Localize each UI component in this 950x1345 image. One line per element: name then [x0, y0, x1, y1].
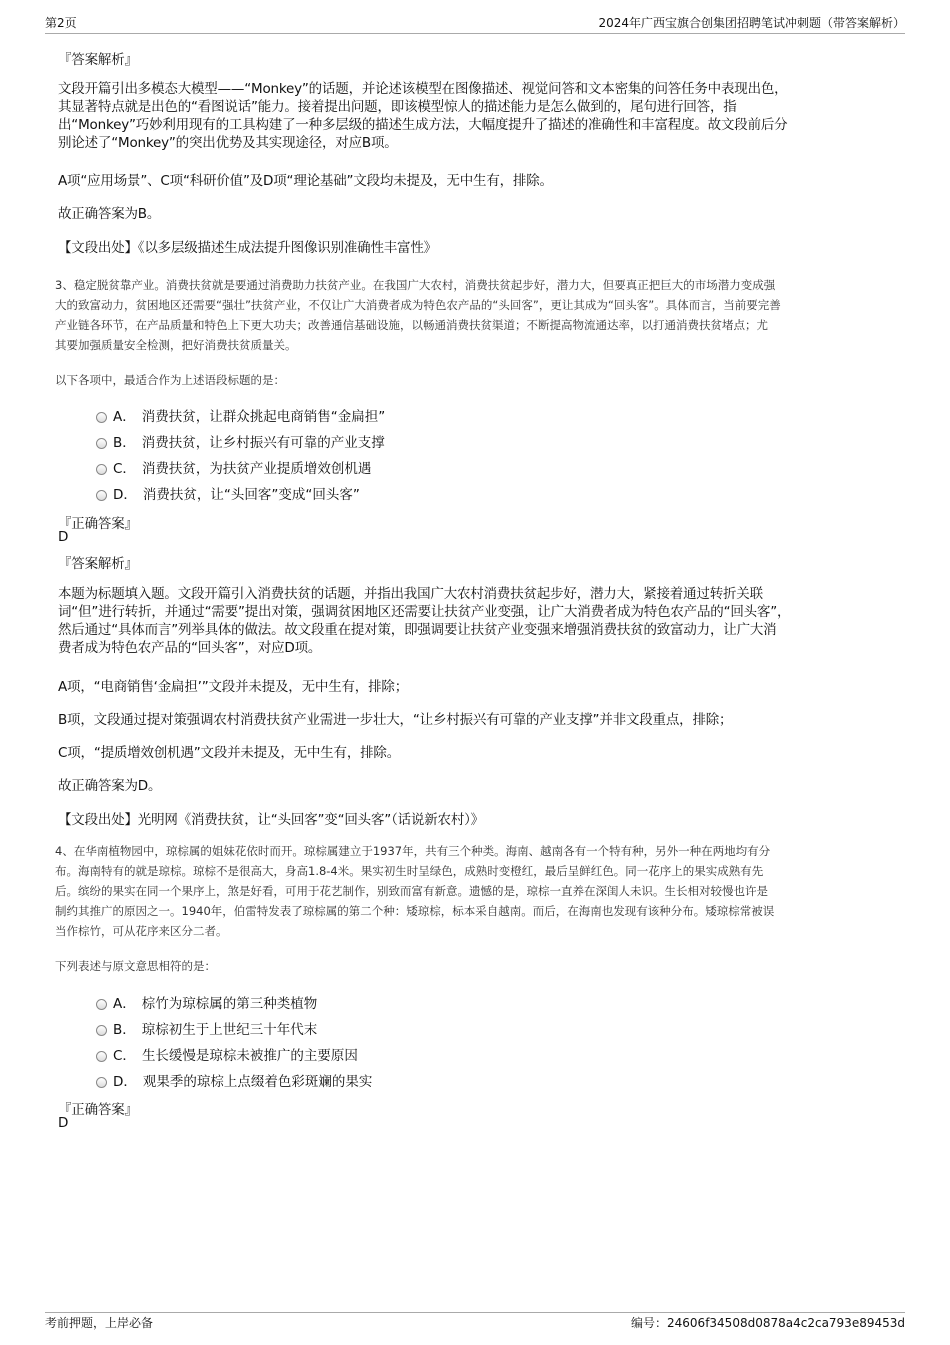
exclusion-c: C项，“提质增效创机遇”文段并未提及，无中生有，排除。: [58, 745, 401, 761]
text-line: 词“但”进行转折，并通过“需要”提出对策，强调贫困地区还需要让扶贫产业变强，让广大消费者成为特色农产品的“回头客”，: [58, 604, 791, 620]
option-letter: D．: [113, 1074, 137, 1090]
text-line: 别论述了“Monkey”的突出优势及其实现途径，对应B项。: [58, 135, 398, 151]
analysis-paragraph: [58, 585, 790, 657]
option-letter: A．: [113, 996, 136, 1012]
option-text: 消费扶贫，为扶贫产业提质增效创机遇: [141, 461, 372, 477]
option-text: 生长缓慢是琼棕未被推广的主要原因: [141, 1048, 358, 1064]
radio-icon[interactable]: [96, 490, 107, 501]
option-b[interactable]: [96, 431, 385, 451]
page-number: 第2页: [45, 16, 77, 30]
option-letter: C．: [113, 461, 136, 477]
text-line: 后。缤纷的果实在同一个果序上，煞是好看，可用于花艺制作，别致而富有新意。遗憾的是，琼棕一直养在深闺人未识。生长相对较慢也许是: [55, 884, 768, 898]
text-line: 出“Monkey”巧妙利用现有的工具构建了一种多层级的描述生成方法，大幅度提升了描述的准确性和丰富程度。故文段前后分: [58, 117, 788, 133]
option-text: 琼棕初生于上世纪三十年代末: [141, 1022, 318, 1038]
text-line: 大的致富动力，贫困地区还需要“强壮”扶贫产业，不仅让广大消费者成为特色农产品的“头回客”，更让其成为“回头客”。具体而言，当前要完善: [55, 298, 781, 312]
option-letter: A．: [113, 409, 136, 425]
conclusion-text: 故正确答案为D。: [58, 778, 162, 794]
footer-divider: [45, 1312, 905, 1313]
question-prompt: 下列表述与原文意思相符的是：: [55, 959, 216, 973]
option-a[interactable]: [96, 405, 385, 425]
text-line: 文段开篇引出多模态大模型——“Monkey”的话题，并论述该模型在图像描述、视觉问答和文本密集的问答任务中表现出色，: [58, 81, 788, 97]
exclusion-a: A项，“电商销售‘金扁担’”文段并未提及，无中生有，排除；: [58, 679, 409, 695]
radio-icon[interactable]: [96, 438, 107, 449]
radio-icon[interactable]: [96, 1051, 107, 1062]
text-line: 其要加强质量安全检测，把好消费扶贫质量关。: [55, 338, 297, 352]
footer-slogan: 考前押题，上岸必备: [45, 1316, 154, 1330]
exclusion-text: A项“应用场景”、C项“科研价值”及D项“理论基础”文段均未提及，无中生有，排除。: [58, 173, 553, 189]
answer-label: 『正确答案』: [58, 1102, 138, 1118]
radio-icon[interactable]: [96, 464, 107, 475]
option-text: 消费扶贫，让群众挑起电商销售“金扁担”: [141, 409, 386, 425]
text-line: 布。海南特有的就是琼棕。琼棕不是很高大，身高1.8-4米。果实初生时呈绿色，成熟时变橙红，最后呈鲜红色。同一花序上的果实成熟有先: [55, 864, 764, 878]
option-text: 消费扶贫，让“头回客”变成“回头客”: [142, 487, 360, 503]
text-line: 当作棕竹，可从花序来区分二者。: [55, 924, 228, 938]
answer-value: D: [58, 529, 69, 545]
text-line: 产业链各环节，在产品质量和特色上下更大功夫；改善通信基础设施，以畅通消费扶贫渠道；不断提高物流通达率，以打通消费扶贫堵点；尤: [55, 318, 768, 332]
option-d[interactable]: [96, 1070, 372, 1090]
conclusion-text: 故正确答案为B。: [58, 206, 161, 222]
text-line: 制约其推广的原因之一。1940年，伯雷特发表了琼棕属的第二个种：矮琼棕，标本采自越南。而后，在海南也发现有该种分布。矮琼棕常被误: [55, 904, 775, 918]
analysis-label: 『答案解析』: [58, 52, 138, 68]
option-c[interactable]: [96, 1044, 358, 1064]
text-line: 然后通过“具体而言”列举具体的做法。故文段重在提对策，即强调要让扶贫产业变强来增强消费扶贫的致富动力，让广大消: [58, 622, 777, 638]
analysis-paragraph: [58, 80, 787, 152]
source-text: 【文段出处】《以多层级描述生成法提升图像识别准确性丰富性》: [58, 240, 437, 256]
text-line: 4、在华南植物园中，琼棕属的姐妹花依时而开。琼棕属建立于1937年，共有三个种类。海南、越南各有一个特有种，另外一种在两地均有分: [55, 844, 771, 858]
question-passage: [55, 275, 781, 355]
text-line: 3、稳定脱贫靠产业。消费扶贫就是要通过消费助力扶贫产业。在我国广大农村，消费扶贫起步好，潜力大，但要真正把巨大的市场潜力变成强: [55, 278, 776, 292]
source-text: 【文段出处】光明网《消费扶贫，让“头回客”变“回头客”（话说新农村）》: [58, 812, 484, 828]
radio-icon[interactable]: [96, 999, 107, 1010]
option-letter: B．: [113, 1022, 136, 1038]
question-prompt: 以下各项中，最适合作为上述语段标题的是：: [55, 373, 285, 387]
radio-icon[interactable]: [96, 1077, 107, 1088]
radio-icon[interactable]: [96, 412, 107, 423]
document-code: 编号：24606f34508d0878a4c2ca793e89453d: [631, 1316, 905, 1330]
option-text: 观果季的琼棕上点缀着色彩斑斓的果实: [142, 1074, 373, 1090]
text-line: 本题为标题填入题。文段开篇引入消费扶贫的话题，并指出我国广大农村消费扶贫起步好，潜力大，紧接着通过转折关联: [58, 586, 763, 602]
exclusion-b: B项，文段通过提对策强调农村消费扶贫产业需进一步壮大，“让乡村振兴有可靠的产业支撑”并非文段重点，排除；: [58, 712, 733, 728]
option-letter: B．: [113, 435, 136, 451]
option-letter: D．: [113, 487, 137, 503]
option-b[interactable]: [96, 1018, 317, 1038]
text-line: 费者成为特色农产品的“回头客”，对应D项。: [58, 640, 322, 656]
option-c[interactable]: [96, 457, 371, 477]
option-letter: C．: [113, 1048, 136, 1064]
option-a[interactable]: [96, 992, 317, 1012]
answer-value: D: [58, 1115, 69, 1131]
analysis-label: 『答案解析』: [58, 556, 138, 572]
option-text: 棕竹为琼棕属的第三种类植物: [141, 996, 318, 1012]
answer-label: 『正确答案』: [58, 516, 138, 532]
text-line: 其显著特点就是出色的“看图说话”能力。接着提出问题，即该模型惊人的描述能力是怎么做到的，尾句进行回答，指: [58, 99, 737, 115]
document-title: 2024年广西宝旗合创集团招聘笔试冲刺题（带答案解析）: [598, 16, 905, 30]
option-d[interactable]: [96, 483, 360, 503]
option-text: 消费扶贫，让乡村振兴有可靠的产业支撑: [141, 435, 385, 451]
question-passage: [55, 841, 774, 941]
header-divider: [45, 33, 905, 34]
radio-icon[interactable]: [96, 1025, 107, 1036]
